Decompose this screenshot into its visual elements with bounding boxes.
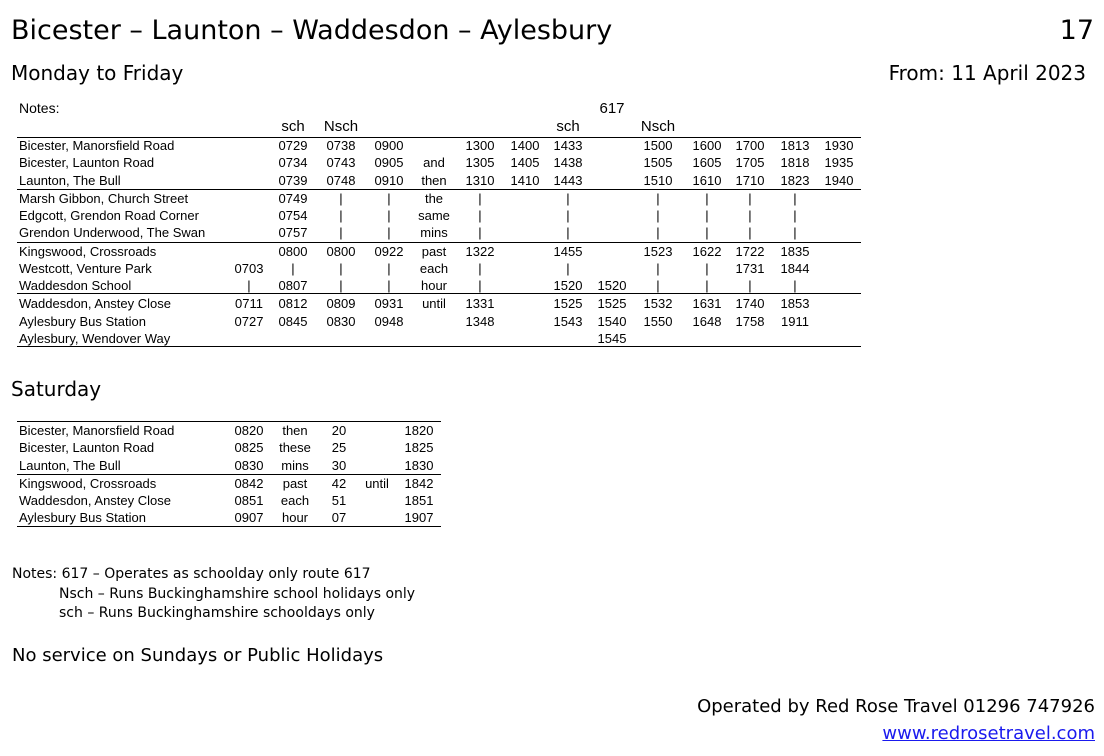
stop-name: Waddesdon, Anstey Close — [19, 296, 171, 311]
stop-name: Grendon Underwood, The Swan — [19, 225, 206, 240]
timetable-cell: | — [478, 261, 482, 276]
timetable-cell: past — [421, 244, 447, 259]
notes-section — [12, 565, 415, 624]
timetable-cell: then — [282, 423, 308, 438]
timetable-cell: | — [656, 278, 660, 293]
timetable-cell: 1545 — [597, 331, 627, 346]
timetable-cell: 0907 — [234, 510, 264, 525]
timetable-cell: and — [423, 155, 445, 170]
timetable-cell: 0812 — [278, 296, 308, 311]
timetable-cell: hour — [420, 278, 448, 293]
no-service-notice: No service on Sundays or Public Holidays — [12, 645, 384, 666]
timetable-cell: 1322 — [465, 244, 495, 259]
timetable-cell: same — [418, 208, 450, 223]
stop-name: Launton, The Bull — [19, 173, 121, 188]
timetable-cell: 1400 — [510, 138, 540, 153]
timetable-cell: | — [748, 225, 752, 240]
note-nsch: Nsch – Runs Buckinghamshire school holidays only — [59, 585, 416, 602]
timetable-cell: 0738 — [326, 138, 356, 153]
timetable-cell: 1648 — [692, 314, 722, 329]
timetable-cell: | — [566, 191, 570, 206]
timetable-cell: | — [748, 191, 752, 206]
timetable-cell: until — [365, 476, 389, 491]
stop-name: Aylesbury Bus Station — [19, 510, 146, 525]
timetable-cell: | — [705, 191, 709, 206]
timetable-cell: | — [705, 208, 709, 223]
website-link[interactable]: www.redrosetravel.com — [882, 723, 1095, 744]
timetable-cell: 0807 — [278, 278, 308, 293]
timetable-cell: 1820 — [404, 423, 434, 438]
timetable-cell: | — [478, 208, 482, 223]
stop-name: Bicester, Launton Road — [19, 440, 155, 455]
timetable-cell: | — [339, 225, 343, 240]
timetable-cell: 0842 — [234, 476, 264, 491]
timetable-cell: 1500 — [643, 138, 673, 153]
timetable-cell: 1722 — [735, 244, 765, 259]
timetable-cell: 1935 — [824, 155, 854, 170]
timetable-cell: hour — [281, 510, 309, 525]
stop-name: Bicester, Launton Road — [19, 155, 155, 170]
timetable-cell: | — [387, 278, 391, 293]
timetable-cell: 0851 — [234, 493, 264, 508]
table-rule — [17, 474, 441, 475]
timetable-cell: 1825 — [404, 440, 434, 455]
timetable-cell: 0922 — [374, 244, 404, 259]
timetable-cell: | — [793, 225, 797, 240]
timetable-cell: 0757 — [278, 225, 308, 240]
timetable-cell: until — [422, 296, 446, 311]
journey-header-code: sch — [556, 118, 580, 135]
stop-name: Kingswood, Crossroads — [19, 476, 157, 491]
timetable-cell: 1622 — [692, 244, 722, 259]
note-617: Notes: 617 – Operates as schoolday only route 617 — [12, 566, 371, 582]
timetable-cell: 1543 — [553, 314, 583, 329]
timetable-cell: 0809 — [326, 296, 356, 311]
timetable-cell: 0729 — [278, 138, 308, 153]
timetable-cell: the — [424, 191, 444, 206]
timetable-cell: 42 — [331, 476, 347, 491]
timetable-cell: | — [566, 208, 570, 223]
timetable-cell: | — [705, 278, 709, 293]
timetable-cell: each — [280, 493, 310, 508]
stop-name: Westcott, Venture Park — [19, 261, 152, 276]
timetable-cell: 0900 — [374, 138, 404, 153]
timetable-cell: | — [387, 225, 391, 240]
timetable-cell: | — [478, 191, 482, 206]
timetable-cell: 1532 — [643, 296, 673, 311]
timetable-cell: | — [566, 225, 570, 240]
timetable-cell: 1310 — [465, 173, 495, 188]
timetable-cell: 0820 — [234, 423, 264, 438]
timetable-cell: 0845 — [278, 314, 308, 329]
timetable-cell: 1433 — [553, 138, 583, 153]
timetable-cell: 1851 — [404, 493, 434, 508]
days-of-operation: Monday to Friday — [11, 61, 184, 85]
timetable-title: Bicester – Launton – Waddesdon – Aylesbury — [11, 15, 613, 46]
timetable-cell: 0743 — [326, 155, 356, 170]
timetable-cell: | — [291, 261, 295, 276]
table-rule — [17, 526, 441, 527]
timetable-cell: | — [748, 208, 752, 223]
timetable-cell: 1520 — [553, 278, 583, 293]
timetable-cell: 20 — [331, 423, 347, 438]
timetable-cell: | — [566, 261, 570, 276]
timetable-cell: 1818 — [780, 155, 810, 170]
timetable-cell: 0905 — [374, 155, 404, 170]
timetable-cell: 0825 — [234, 440, 264, 455]
timetable-cell: 30 — [331, 458, 347, 473]
timetable-cell: 1853 — [780, 296, 810, 311]
timetable-cell: 1600 — [692, 138, 722, 153]
timetable-cell: 0727 — [234, 314, 264, 329]
timetable-cell: 0703 — [234, 261, 264, 276]
timetable-cell: 1631 — [692, 296, 722, 311]
timetable-cell: 1610 — [692, 173, 722, 188]
timetable-cell: 1305 — [465, 155, 495, 170]
timetable-cell: | — [387, 208, 391, 223]
timetable-cell: 1605 — [692, 155, 722, 170]
table-rule — [17, 421, 441, 422]
timetable-cell: 1705 — [735, 155, 765, 170]
timetable-cell: 1505 — [643, 155, 673, 170]
timetable-cell: 0739 — [278, 173, 308, 188]
timetable-cell: | — [339, 278, 343, 293]
timetable-cell: | — [247, 278, 251, 293]
timetable-cell: mins — [420, 225, 448, 240]
timetable-cell: 1443 — [553, 173, 583, 188]
timetable-cell: | — [478, 278, 482, 293]
stop-name: Bicester, Manorsfield Road — [19, 423, 175, 438]
timetable-cell: 1813 — [780, 138, 810, 153]
timetable-cell: then — [421, 173, 447, 188]
timetable-cell: | — [656, 191, 660, 206]
stop-name: Aylesbury, Wendover Way — [19, 331, 171, 346]
timetable-cell: 1438 — [553, 155, 583, 170]
timetable-cell: | — [339, 261, 343, 276]
stop-name: Waddesdon, Anstey Close — [19, 493, 171, 508]
stop-name: Bicester, Manorsfield Road — [19, 138, 175, 153]
timetable-cell: | — [705, 261, 709, 276]
timetable-cell: 1550 — [643, 314, 673, 329]
journey-header-code: Nsch — [640, 118, 676, 135]
timetable-cell: | — [656, 225, 660, 240]
journey-header-route: 617 — [599, 100, 625, 117]
timetable-cell: 1731 — [735, 261, 765, 276]
timetable-cell: 0711 — [235, 296, 263, 311]
timetable-cell: 25 — [331, 440, 347, 455]
timetable-cell: 1331 — [465, 296, 495, 311]
stop-name: Aylesbury Bus Station — [19, 314, 146, 329]
timetable-cell: 1300 — [465, 138, 495, 153]
timetable-cell: 0749 — [278, 191, 308, 206]
route-number: 17 — [1059, 15, 1094, 46]
timetable-cell: 1907 — [404, 510, 434, 525]
timetable-cell: 1523 — [643, 244, 673, 259]
timetable-cell: | — [656, 261, 660, 276]
timetable-cell: | — [656, 208, 660, 223]
timetable-cell: 0948 — [374, 314, 404, 329]
timetable-cell: 1835 — [780, 244, 810, 259]
timetable-cell: 1911 — [781, 314, 809, 329]
timetable-cell: these — [279, 440, 311, 455]
timetable-cell: 07 — [331, 510, 347, 525]
timetable-cell: 1525 — [553, 296, 583, 311]
stop-name: Marsh Gibbon, Church Street — [19, 191, 189, 206]
timetable-cell: mins — [281, 458, 309, 473]
stop-name: Edgcott, Grendon Road Corner — [19, 208, 199, 223]
timetable-cell: 0754 — [278, 208, 308, 223]
saturday-timetable — [19, 0, 444, 530]
timetable-cell: | — [339, 191, 343, 206]
journey-header-code: Nsch — [323, 118, 359, 135]
stop-name: Kingswood, Crossroads — [19, 244, 157, 259]
timetable-cell: 0800 — [278, 244, 308, 259]
timetable-cell: 0931 — [374, 296, 404, 311]
timetable-cell: 1405 — [510, 155, 540, 170]
stop-name: Waddesdon School — [19, 278, 132, 293]
timetable-cell: 0800 — [326, 244, 356, 259]
timetable-cell: each — [419, 261, 449, 276]
timetable-cell: 1930 — [824, 138, 854, 153]
timetable-cell: | — [478, 225, 482, 240]
timetable-cell: 0830 — [326, 314, 356, 329]
notes-column-label: Notes: — [19, 100, 60, 116]
timetable-cell: | — [793, 191, 797, 206]
timetable-cell: 1455 — [553, 244, 583, 259]
effective-date: From: 11 April 2023 — [888, 61, 1086, 85]
journey-header-code: sch — [281, 118, 305, 135]
timetable-cell: 0830 — [234, 458, 264, 473]
operator-info: Operated by Red Rose Travel 01296 747926 — [697, 696, 1095, 717]
timetable-cell: 1830 — [404, 458, 434, 473]
timetable-cell: | — [387, 261, 391, 276]
timetable-cell: 1540 — [597, 314, 627, 329]
timetable-cell: 1410 — [510, 173, 540, 188]
timetable-cell: 1842 — [404, 476, 434, 491]
timetable-cell: 1940 — [824, 173, 854, 188]
timetable-cell: 1525 — [597, 296, 627, 311]
timetable-cell: past — [282, 476, 308, 491]
timetable-cell: 1348 — [465, 314, 495, 329]
timetable-cell: | — [387, 191, 391, 206]
timetable-cell: | — [793, 208, 797, 223]
note-sch: sch – Runs Buckinghamshire schooldays only — [59, 605, 375, 621]
timetable-cell: 1758 — [735, 314, 765, 329]
timetable-cell: 1510 — [643, 173, 673, 188]
timetable-cell: | — [748, 278, 752, 293]
timetable-cell: 1520 — [597, 278, 627, 293]
saturday-title: Saturday — [11, 377, 102, 401]
timetable-cell: 1844 — [780, 261, 810, 276]
timetable-cell: 51 — [331, 493, 347, 508]
timetable-cell: 1710 — [735, 173, 765, 188]
timetable-cell: 1700 — [735, 138, 765, 153]
timetable-cell: 1740 — [735, 296, 765, 311]
timetable-cell: | — [339, 208, 343, 223]
timetable-cell: 0910 — [374, 173, 404, 188]
stop-name: Launton, The Bull — [19, 458, 121, 473]
timetable-cell: 0748 — [326, 173, 356, 188]
timetable-cell: | — [705, 225, 709, 240]
timetable-cell: | — [793, 278, 797, 293]
timetable-cell: 0734 — [278, 155, 308, 170]
timetable-cell: 1823 — [780, 173, 810, 188]
